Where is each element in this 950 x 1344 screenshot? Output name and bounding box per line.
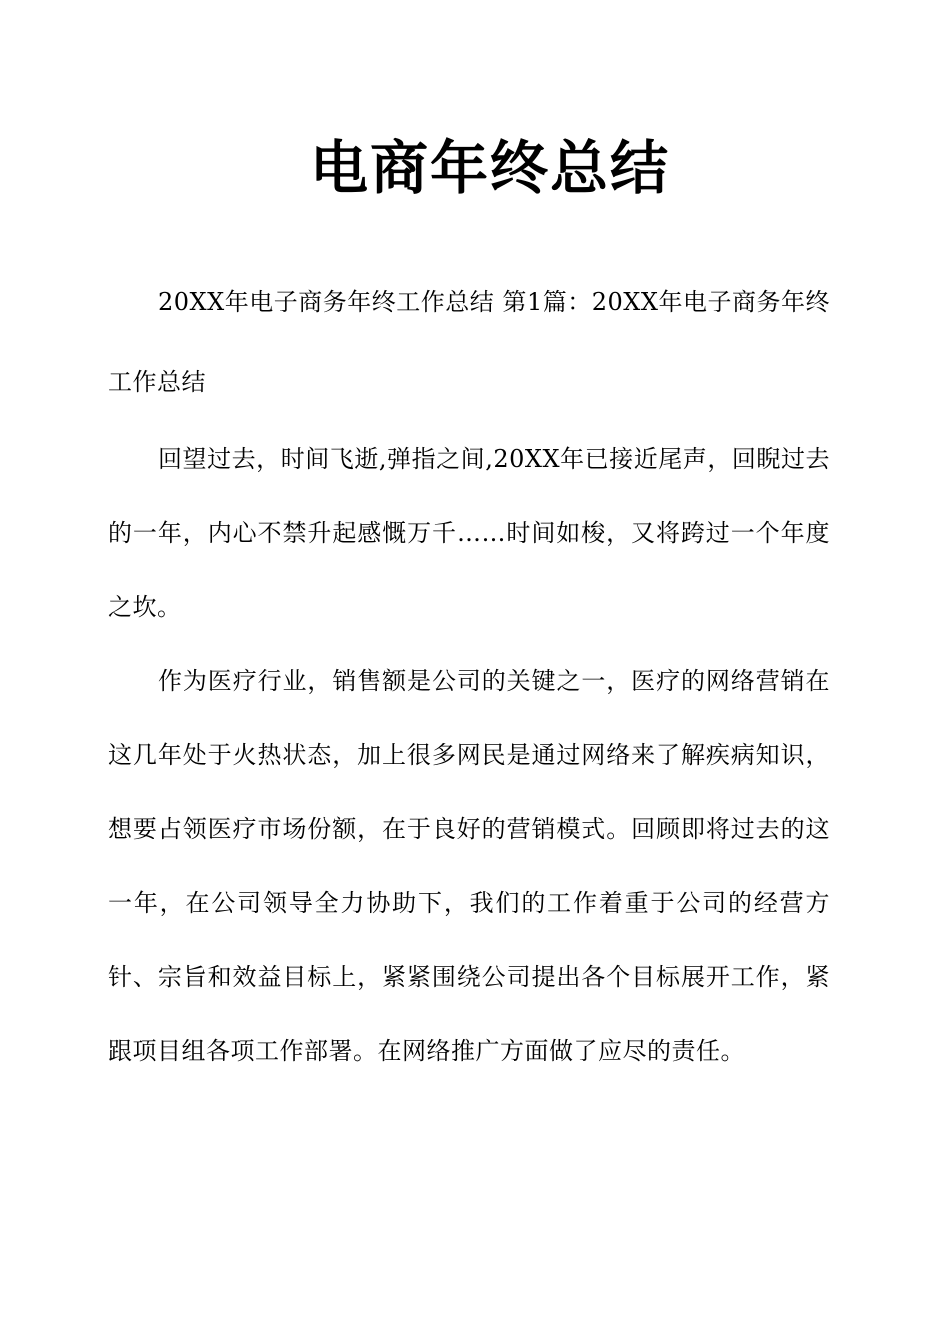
document-title: 电商年终总结: [309, 134, 670, 202]
paragraph-heading: 20XX年电子商务年终工作总结 第1篇：20XX年电子商务年终工作总结: [108, 288, 830, 396]
paragraph: 回望过去，时间飞逝,弹指之间,20XX年已接近尾声，回睨过去的一年，内心不禁升起感慨万千……时间如梭，又将跨过一个年度之坎。: [108, 445, 830, 621]
paragraph: 作为医疗行业，销售额是公司的关键之一，医疗的网络营销在这几年处于火热状态，加上很多网民是通过网络来了解疾病知识，想要占领医疗市场份额，在于良好的营销模式。回顾即将过去的这一年，在公司领导全力协助下，我们的工作着重于公司的经营方针、宗旨和效益目标上，紧紧围绕公司提出各个目标展开工作，紧跟项目组各项工作部署。在网络推广方面做了应尽的责任。: [108, 667, 830, 1065]
document-body: [108, 262, 830, 1088]
